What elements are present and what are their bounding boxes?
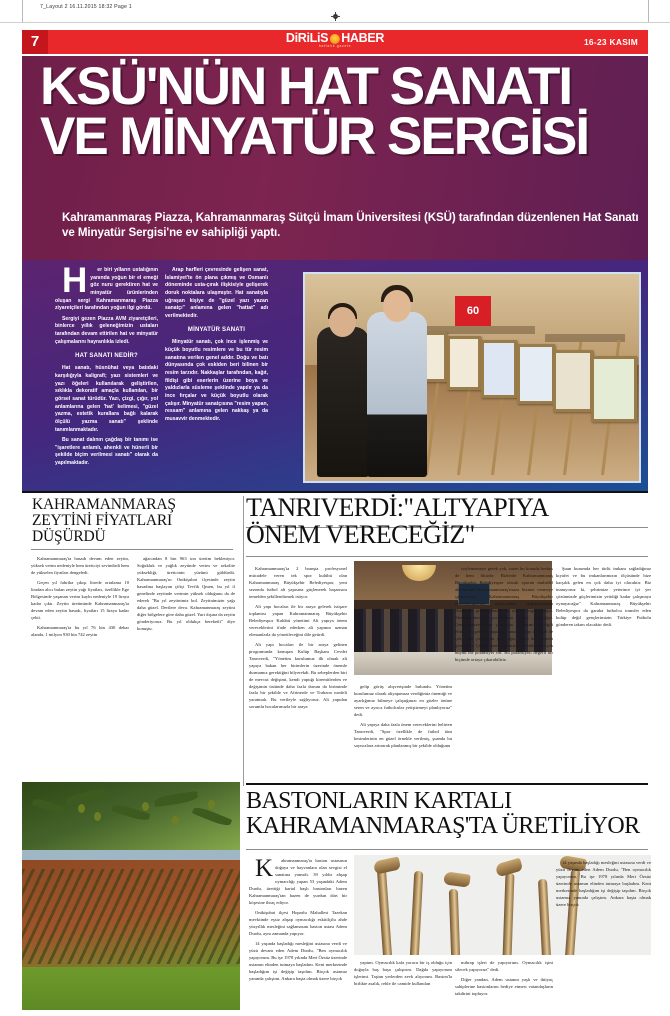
main-story-para: Bu sanat dalının çağdaş bir tanımı ise "işaretlere anlamlı, ahenkli ve hünerli bir şekilde biçim verilmesi sanatı" olarak da yapılmaktadır. xyxy=(55,437,158,467)
issue-date: 16-23 KASIM xyxy=(583,37,638,47)
registration-mark xyxy=(331,12,340,21)
logo-right-word: HABER xyxy=(341,31,385,45)
visitor-2 xyxy=(367,312,427,477)
baston-column-2: yaptım. Oymacılık kafa yoracu bir iş olduğu için doğayla baş başa çalışırım. Dağda yapıyorum işlerimi. Taştan yerlerden zevk alıyorum. Baston'la birlikte asalık, rehle ile camide kullanılan xyxy=(354,960,452,986)
main-story-lead: H er biri yılların ustalığının yanında yoğun bir el emeği göz nuru gerektiren hat ve minyatür ürünlerinden oluşan sergi Kahramanmaraş Piazza ziyaretçileri tarafından yoğun ilgi gördü. xyxy=(55,261,158,312)
visitor-1 xyxy=(317,327,369,477)
logo-left-word: DiRiLiS xyxy=(285,31,329,45)
baston-drop-cap: K xyxy=(255,855,274,882)
column-gutter-rule-1 xyxy=(243,496,244,786)
main-story-column-1 xyxy=(55,261,158,471)
olive-headline: KAHRAMANMARAŞ ZEYTİNİ FİYATLARI DÜŞÜRDÜ xyxy=(32,496,176,546)
main-story-para: Arap harfleri çevresinde gelişen sanat, İslamiyet'te ön plana çıkmış ve Osmanlı döneminde usta-çırak ilişkisiyle gelişerek doruk noktalara ulaşmıştır. Hat sanatıyla uğraşan kişiye de "güzel yazı yazan sanatçı" anlamına gelen "hattat" adı verilmektedir. xyxy=(165,267,268,319)
store-sale-sign: 60 xyxy=(455,296,491,326)
subhead-minyatur-sanati: MİNYATÜR SANATI xyxy=(187,327,246,334)
main-story-column-2 xyxy=(165,267,268,427)
section-rule-2 xyxy=(246,783,648,785)
page-number: 7 xyxy=(22,30,48,54)
tanriverdi-headline: TANRIVERDİ:"ALTYAPIYA ÖNEM VERECEĞİZ" xyxy=(246,493,549,549)
hero-banner xyxy=(22,56,648,260)
olive-grove-photo xyxy=(22,782,240,1010)
print-file-stamp: 7_Layout 2 16.11.2015 18:32 Page 1 xyxy=(40,4,132,10)
baston-column-1: K ahramanmaraş'ta baston ustasının doğaya ve hayvanlara olan sevgisi el sanatına yansıdı. 39 yıldır ahşap oymacılığı yapan 53 yaşındaki Adem Durdu, ürettiği kartal başlı bastonları bazen Kahramanmaraş'tan bazen de yurdun dört bir köşesine ihraç ediyor. Onikişubat ilçesi Hoparlu Mahallesi Tazekan mevkiinde eşsiz ahşap oymacılığı eskitilçilu ahde yüzyıllık mesleğini sağlamasını baston ustası Adem Durdu, aynı zamanda yapıyor. 14 yaşında başladığı mesleğini ustasına verdi ve yüzü devam eden Adem Durdu, "Ben oymacılık yapıyorum. Bu işe 1978 yılında Mert Özsüz üzerinde ustamın elinden tutmaya başladım. Kent merkezinde başladığım işi değişip taşıdım. Birçok ustamız yanında çalıştım. Ankara başta olmak üzere birçok xyxy=(249,855,347,981)
olive-column-1: Kahramanmaraş'ta hasadı devam eden zeytin, yüksek verim nedeniyle hem üreticiyi sevindirdi hem de yükselen fiyatları dengeledi. Geçen yıl fabrika çıkışı litrede ortalama 10 liradan alıcı bulan zeytin yağı fiyatları, özellikle Ege Bölgesinde yaşanan verim kaybı nedeniyle 19 liraya kadar çıktı. Zeytin üretiminde Kahramanmaraş'ta devam eden zeytin hasadı, fiyatları 15 liraya kadar çekti. Kahramanmaraş'ta bu yıl 76 bin 430 dekar alanda, 1 milyon 930 bin 742 zeytin xyxy=(31,556,129,637)
main-story-para: Minyatür sanatı, çok ince işlenmiş ve küçük boyutlu resimlere ve bu tür resim sanatına verilen genel addır. Doğu ve batı dünyasında çok eskiden beri bilinen bir resim tarzıdır. Nakkaşlar tarafından, kağıt, fildişi gibi eserlerin üzerine boya ve yaldızlarla süsleme şeklinde yapılır ya da ince fırçalar ve küçük boyutlu olarak çalışır. Minyatür sanatçısına "resim yapan, ressam" anlamına gelen nakkaş ya da musavvir denmektedir. xyxy=(165,339,268,422)
baston-column-4: 14 yaşında başladığı mesleğini ustasına verdi ve yüzü devam eden Adem Durdu, "Ben oymacılık yapıyorum. Bu işe 1978 yılında Mert Özsüz üzerinde ustamın elinden tutmaya başladım. Kent merkezinde başladığım işi değişip taşıdım. Birçok ustamız yanında çalıştım. Ankara başta olmak üzere birçok xyxy=(556,860,651,907)
olive-column-2: ağacından 8 bin 963 ton üretim bekleniyor. Soğukluk ve yağlık zeytinde verim ve sekolite yüksekliği, üreticinin yüzünü güldürdü. Kahramanmaraş'ın Onikişubat ilçesinde zeytin hasadına başlayan çiftçi Tevfik Qmen, bu yıl il genelinde zeytinde verimin yüksek olduğunu da de ederek "Bu yıl zeytinimiz bol. Zeytinimizin yağı daha güzel. Dertlere deva. Kahramanmaraş zeytini diğer bölgelere göre daha güzel. Yurt dışına da zeytin gönderiyoruz. Bu yıl oldukça bereketli" diye konuştu. xyxy=(137,556,235,631)
newspaper-logo xyxy=(286,31,384,48)
hero-headline-line1: KSÜ'NÜN HAT SANATI xyxy=(40,57,572,116)
crop-line-top xyxy=(0,22,670,23)
baston-column-3: mihrap işleri de yapıyorum. Oymacılık işini silecek yapıyoruz" dedi. Diğer yandan, Adem ustanın yaşlı ve ihtiyaç sahiplerine bastonlarını hediye etmesi vatandaşların takdirini topluyor. xyxy=(455,960,553,996)
main-story-para: Sergiyi gezen Piazza AVM ziyaretçileri, binlerce yıllık geleneğimizin ustaları tarafından devam ettirilen hat ve minyatür çalışmalarını hayranlıkla izledi. xyxy=(55,315,158,345)
logo-tagline: haftalık gazete xyxy=(318,44,352,48)
main-story-para: Hat sanatı, hüsnühat veya batıdaki karşılığıyla kaligrafi; yazı sistemleri ve yazı öğeleri kullanılarak geliştirilen, sıklıkla dekoratif amaçla kullanılan, bir görsel sanat türüdür. Yazı, çizgi, çığır, yol anlamlarına gelen 'hat' kelimesi, "güzel yazma, estetik kurallara bağlı kalarak ölçülü yazma sanatı" şeklinde tanımlanmaktadır. xyxy=(55,365,158,433)
eagle-head-handle xyxy=(373,856,401,874)
tanriverdi-column-4: Şuan kurumda her türlü imkanı sağladığınız kıyafet ve bu imkanlarımızın ölçüsünde bize karşılık gelen en çok daha iyi olacaktır. Biz inanıyoruz ki, şehrimize yeterince iyi yer çözümüzde güçlerimizin yetidiği kadar çalışmaya oynayacağız" Kahramanmaraş Büyükşehir Belediyespor da garaba futbolcu transfer eden kulüp değil gençlerimizin Türkiye Futbolu gönderen takım olacaktır dedi. xyxy=(556,566,651,627)
drop-cap: H xyxy=(62,261,88,300)
headline-underline-3 xyxy=(246,849,648,850)
olive-branch-photo xyxy=(22,782,240,850)
masthead-bar xyxy=(22,30,648,54)
tanriverdi-column-3: söylememeye gerek yok, zaten bu konuda herkes de hem fikirdir. Bizlerde Kahramanmaraş Büyükşehir Belediyespor olarak sporun muhtelif alanlarında Kahramanmaraş'ımıza hizmet vermeye çalışıyoruz. Kahramanmaraş Büyükşehir Belediyespor'un meziyetleri doğrultusunda elimizden gelen çabanın en iyisini sergileyeceğiz. Memleketimizin çocuklarına sahip çıkacağız. Gençlerimize sahip çıkacağız. A takım ile ilgili elimizden gelenin yapacağız ama alt yapı ile ilgili de çok ciddi çalışmalar yapacağız. Bunu da zamanla göreceğiz. Çünkü memleketimizin çocuklarında çok büyük bir potansiyel var. Bu potansiyeli değerli bir biçimde ortaya çıkarabiliriz. xyxy=(455,566,553,662)
eagle-head-handle xyxy=(443,871,471,887)
logo-wordmark xyxy=(286,31,384,45)
crop-mark-left xyxy=(22,0,23,22)
hero-deck: Kahramanmaraş Piazza, Kahramanmaraş Sütçü İmam Üniversitesi (KSÜ) tarafından düzenlenen Hat Sanatı ve Minyatür Sergisi'ne ev sahipliği yaptı. xyxy=(62,211,639,239)
baston-headline: BASTONLARIN KARTALI KAHRAMANMARAŞ'TA ÜRETİLİYOR xyxy=(246,788,640,839)
tanriverdi-column-1: Kahramanmaraş'ta 2 branşta profesyonel mücadele veren tek spor kulübü olan Kahramanmaraş Büyükşehir Belediyespor, yeni sezonda futbol alt yapısına güçlenerek başarısını temelden şekillendirmek istiyor. Alt yapı hocaları ile bir araya gelerek istişare toplantısı yapan Kahramanmaraş Büyükşehir Belediyespor Kulübü yönetimi Alt yapıya önem vereceklerini ifade ederken alt yapının uzman elemanlarla da yönetileceğini dile getirdi. Alt yapı hocaları ile bir araya gelinen programında konuşan Kulüp Başkanı Cevdet Tanrıverdi, "Yönetim kurulumuz ilk olarak alt yapıya bakan her birimlerin üzerinde önemle durmamız gerektiğini bilyerekdi. Bu sebeplerden biri de mevcut değişimi, kendi yaptığı kiremitlerden ve değişimin üstünde daha fazla durum da biriminde fazla bir şekilde ve Afrinerde ve Trabzon modeli yaratmalı. Bu verileyle sağlıyoruz. Alt yapıdan sorumlu hocalarımızla bir araya xyxy=(249,566,347,710)
hero-headline xyxy=(40,57,640,167)
headline-underline-2 xyxy=(246,556,648,557)
subhead-hat-sanati: HAT SANATI NEDİR? xyxy=(75,353,138,360)
crop-mark-right xyxy=(648,0,649,22)
sun-icon xyxy=(330,34,340,44)
tanriverdi-column-2: gelip görüş alışverişinde bulundu. Yönetim kurulumuz olarak altyapımıza verdiğimiz önemiği ve ayarlığımız bilmeye çalıştığınızı en gözler önüne seren ve ayrıca futbolcular yetiştirmeyi planlıyoruz" dedi. Alt yapıya daha fazla önem vereceklerini belirten Tanrıverdi, "Spor özellikle de futbol tüm kesimlerinin en güzel örnekle verilmiş, şuanda bu sayısızlara artırarak planlanmış bir şekilde olduğunu xyxy=(354,684,452,748)
exhibition-photo xyxy=(303,272,641,483)
hero-headline-line2: VE MİNYATÜR SERGİSİ xyxy=(40,107,589,167)
olive-headline-underline xyxy=(31,549,233,550)
